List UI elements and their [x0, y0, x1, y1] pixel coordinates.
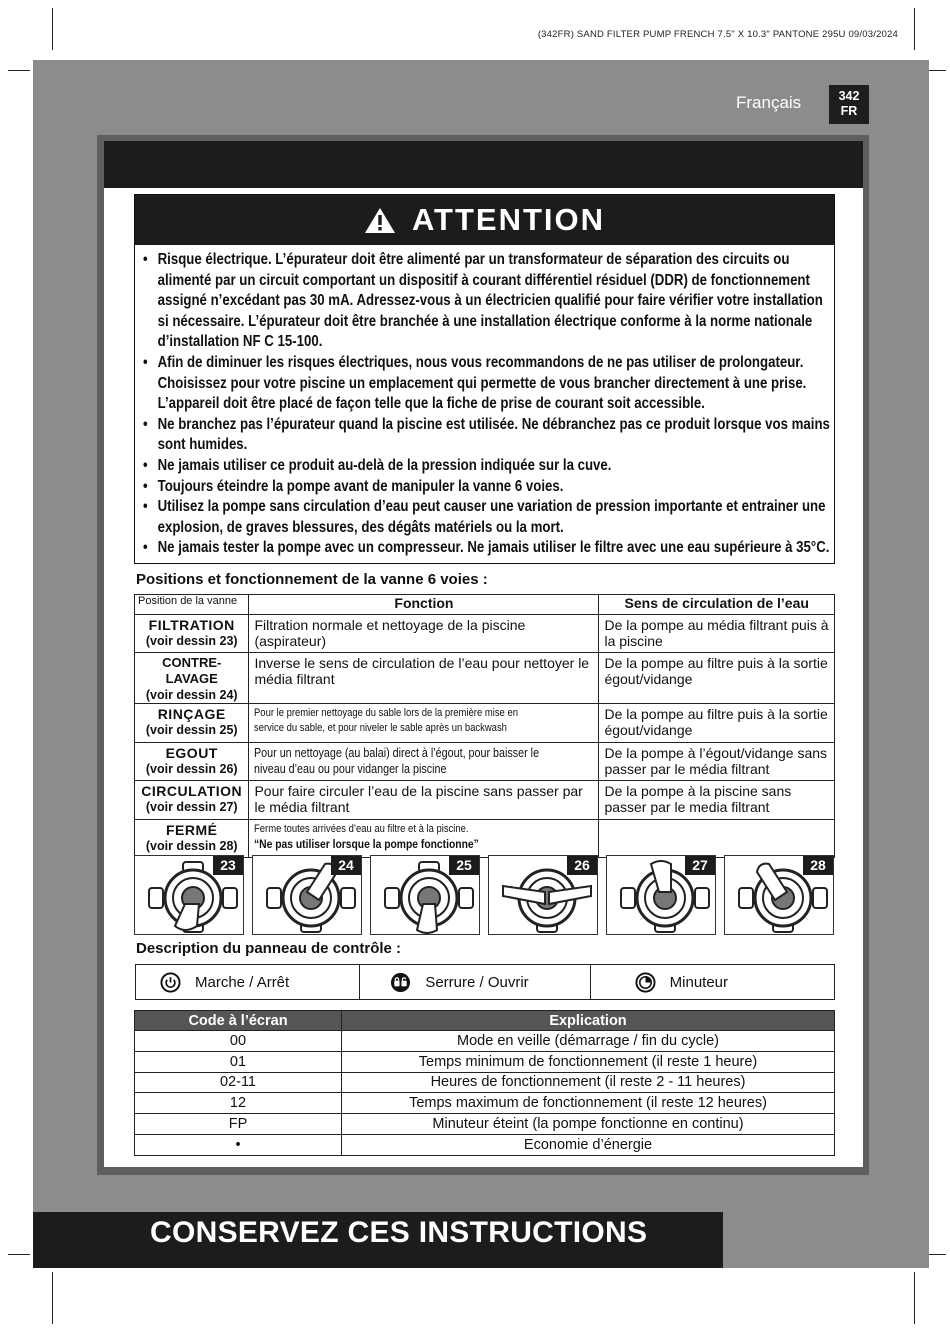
code-cell: 02-11: [135, 1072, 342, 1093]
valve-position-name: CONTRE-LAVAGE: [162, 655, 222, 687]
display-codes-table: [134, 1010, 835, 1156]
table-row: [135, 1114, 835, 1135]
crop-mark: [8, 70, 30, 71]
attention-item: • Risque électrique. L’épurateur doit être alimenté par un transformateur de séparation des circuits ou alimenté par un circuit comportant un dispositif à courant différentiel résiduel (DDR) de fonctionnement assigné n’excédant pas 30 mA. Adressez-vous à un électricien qualifié pour faire vérifier votre installation si nécessaire. L’épurateur doit être branchée à une installation électrique conforme à la norme nationale d’installation NF C 15-100.: [143, 250, 831, 353]
column-header: Fonction: [249, 595, 599, 615]
attention-item: • Toujours éteindre la pompe avant de manipuler la vanne 6 voies.: [143, 477, 831, 498]
control-item: [360, 965, 590, 999]
function-note: Ferme toutes arrivées d’eau au filtre et à la piscine.: [254, 822, 469, 835]
attention-list: [135, 245, 834, 559]
column-header: Code à l’écran: [135, 1011, 342, 1031]
control-label: Minuteur: [669, 973, 729, 991]
drawing-reference: (voir dessin 23): [145, 634, 238, 648]
drawing-number: 23: [213, 856, 243, 875]
table-row: [135, 653, 835, 704]
function-text: Pour le premier nettoyage du sable lors de la première mise en service du sable, et pour niveler le sable après un backwash: [254, 707, 519, 735]
drawing-number: 24: [331, 856, 361, 875]
drawing-number: 25: [449, 856, 479, 875]
crop-mark: [914, 1272, 915, 1324]
function-warning: “Ne pas utiliser lorsque la pompe fonctionne”: [254, 836, 480, 851]
valve-position-name: FILTRATION: [148, 617, 235, 633]
valve-drawing: [606, 855, 716, 935]
control-label: Serrure / Ouvrir: [425, 973, 529, 991]
valve-position-name: RINÇAGE: [157, 706, 226, 723]
function-cell: [249, 704, 599, 742]
attention-header: [135, 195, 834, 245]
table-row: [135, 704, 835, 742]
function-text: Pour un nettoyage (au balai) direct à l’égout, pour baisser le niveau d’eau ou pour vidanger la piscine: [254, 745, 540, 776]
column-header: Position de la vanne: [135, 595, 249, 615]
attention-item: • Ne jamais tester la pompe avec un compresseur. Ne jamais utiliser le filtre avec une eau supérieure à 35°C.: [143, 538, 831, 559]
explanation-cell: Economie d’énergie: [342, 1134, 835, 1155]
control-panel-title: Description du panneau de contrôle :: [136, 940, 402, 957]
attention-item: • Utilisez la pompe sans circulation d’eau peut causer une variation de pression importante et entrainer une explosion, de graves blessures, des dégâts matériels ou la mort.: [143, 497, 831, 538]
function-cell: Inverse le sens de circulation de l’eau pour nettoyer le média filtrant: [249, 653, 599, 704]
function-text: [254, 822, 546, 853]
valve-position-cell: [135, 653, 249, 704]
table-row: [135, 1072, 835, 1093]
valve-position-cell: [135, 704, 249, 742]
table-row: [135, 1031, 835, 1052]
valve-drawings: [134, 855, 835, 935]
attention-box: [134, 194, 835, 564]
flow-cell: De la pompe au filtre puis à la sortie égout/vidange: [599, 653, 835, 704]
control-panel-legend: [135, 964, 835, 1000]
valve-drawing: [488, 855, 598, 935]
control-item: [591, 965, 834, 999]
table-header-row: [135, 595, 835, 615]
valve-drawing: [370, 855, 480, 935]
table-row: [135, 1134, 835, 1155]
explanation-cell: Mode en veille (démarrage / fin du cycle): [342, 1031, 835, 1052]
table-header-row: [135, 1011, 835, 1031]
column-header: Sens de circulation de l’eau: [599, 595, 835, 615]
code-cell: 12: [135, 1093, 342, 1114]
flow-cell: De la pompe au média filtrant puis à la piscine: [599, 615, 835, 653]
drawing-reference: (voir dessin 26): [145, 761, 238, 776]
warning-triangle-icon: [364, 206, 396, 234]
table-row: [135, 1093, 835, 1114]
drawing-reference: (voir dessin 25): [145, 723, 238, 738]
explanation-cell: Temps maximum de fonctionnement (il reste 12 heures): [342, 1093, 835, 1114]
crop-mark: [914, 8, 915, 50]
column-header: Explication: [342, 1011, 835, 1031]
attention-item: • Ne jamais utiliser ce produit au-delà de la pression indiquée sur la cuve.: [143, 456, 831, 477]
language-code: FR: [840, 104, 858, 118]
function-cell: [249, 742, 599, 780]
flow-cell: De la pompe à la piscine sans passer par le media filtrant: [599, 781, 835, 819]
valve-position-name: EGOUT: [165, 744, 218, 761]
attention-item: • Ne branchez pas l’épurateur quand la piscine est utilisée. Ne débranchez pas ce produit lorsque vos mains sont humides.: [143, 415, 831, 456]
table-row: [135, 781, 835, 819]
table-row: [135, 819, 835, 857]
function-cell: Filtration normale et nettoyage de la piscine (aspirateur): [249, 615, 599, 653]
print-header: (342FR) SAND FILTER PUMP FRENCH 7.5" X 10.3" PANTONE 295U 09/03/2024: [537, 29, 898, 40]
timer-icon: [635, 972, 656, 993]
crop-mark: [52, 1272, 53, 1324]
explanation-cell: Minuteur éteint (la pompe fonctionne en continu): [342, 1114, 835, 1135]
table-row: [135, 742, 835, 780]
explanation-cell: Heures de fonctionnement (il reste 2 - 11 heures): [342, 1072, 835, 1093]
code-cell: 00: [135, 1031, 342, 1052]
code-cell: •: [135, 1134, 342, 1155]
valve-position-cell: [135, 781, 249, 819]
flow-cell: De la pompe à l’égout/vidange sans passer par le média filtrant: [599, 742, 835, 780]
code-cell: FP: [135, 1114, 342, 1135]
table-row: [135, 1051, 835, 1072]
explanation-cell: Temps minimum de fonctionnement (il reste 1 heure): [342, 1051, 835, 1072]
drawing-number: 27: [685, 856, 715, 875]
flow-cell: [599, 819, 835, 857]
crop-mark: [52, 8, 53, 50]
function-cell: [249, 819, 599, 857]
drawing-number: 28: [803, 856, 833, 875]
valve-drawing: [724, 855, 834, 935]
flow-cell: De la pompe au filtre puis à la sortie égout/vidange: [599, 704, 835, 742]
drawing-reference: (voir dessin 28): [145, 838, 238, 853]
valve-positions-table: [134, 594, 835, 858]
page-badge: [829, 85, 869, 124]
lock-icon: [390, 972, 411, 993]
valve-position-cell: [135, 742, 249, 780]
power-icon: [160, 972, 181, 993]
function-cell: Pour faire circuler l’eau de la piscine sans passer par le média filtrant: [249, 781, 599, 819]
valve-position-name: CIRCULATION: [141, 783, 243, 800]
valve-section-title: Positions et fonctionnement de la vanne 6 voies :: [136, 571, 488, 588]
drawing-reference: (voir dessin 24): [145, 688, 238, 703]
code-cell: 01: [135, 1051, 342, 1072]
valve-drawing: [252, 855, 362, 935]
valve-position-cell: [135, 819, 249, 857]
footer-title: CONSERVEZ CES INSTRUCTIONS: [150, 1216, 648, 1249]
valve-drawing: [134, 855, 244, 935]
drawing-reference: (voir dessin 27): [145, 800, 238, 815]
valve-position-name: FERMÉ: [165, 821, 218, 838]
crop-mark: [8, 1254, 30, 1255]
control-label: Marche / Arrêt: [195, 973, 290, 991]
attention-item: • Afin de diminuer les risques électriques, nous vous recommandons de ne pas utiliser de prolongateur. Choisissez pour votre piscine un emplacement qui permette de vous brancher directement à une prise. L’appareil doit être placé de façon telle que la fiche de prise de courant soit accessible.: [143, 353, 831, 415]
drawing-number: 26: [567, 856, 597, 875]
attention-title: ATTENTION: [411, 202, 606, 237]
page-number: 342: [838, 89, 860, 103]
language-label: Français: [736, 93, 802, 112]
control-item: [136, 965, 360, 999]
table-row: [135, 615, 835, 653]
valve-position-cell: [135, 615, 249, 653]
panel-top-bar: [104, 141, 863, 188]
